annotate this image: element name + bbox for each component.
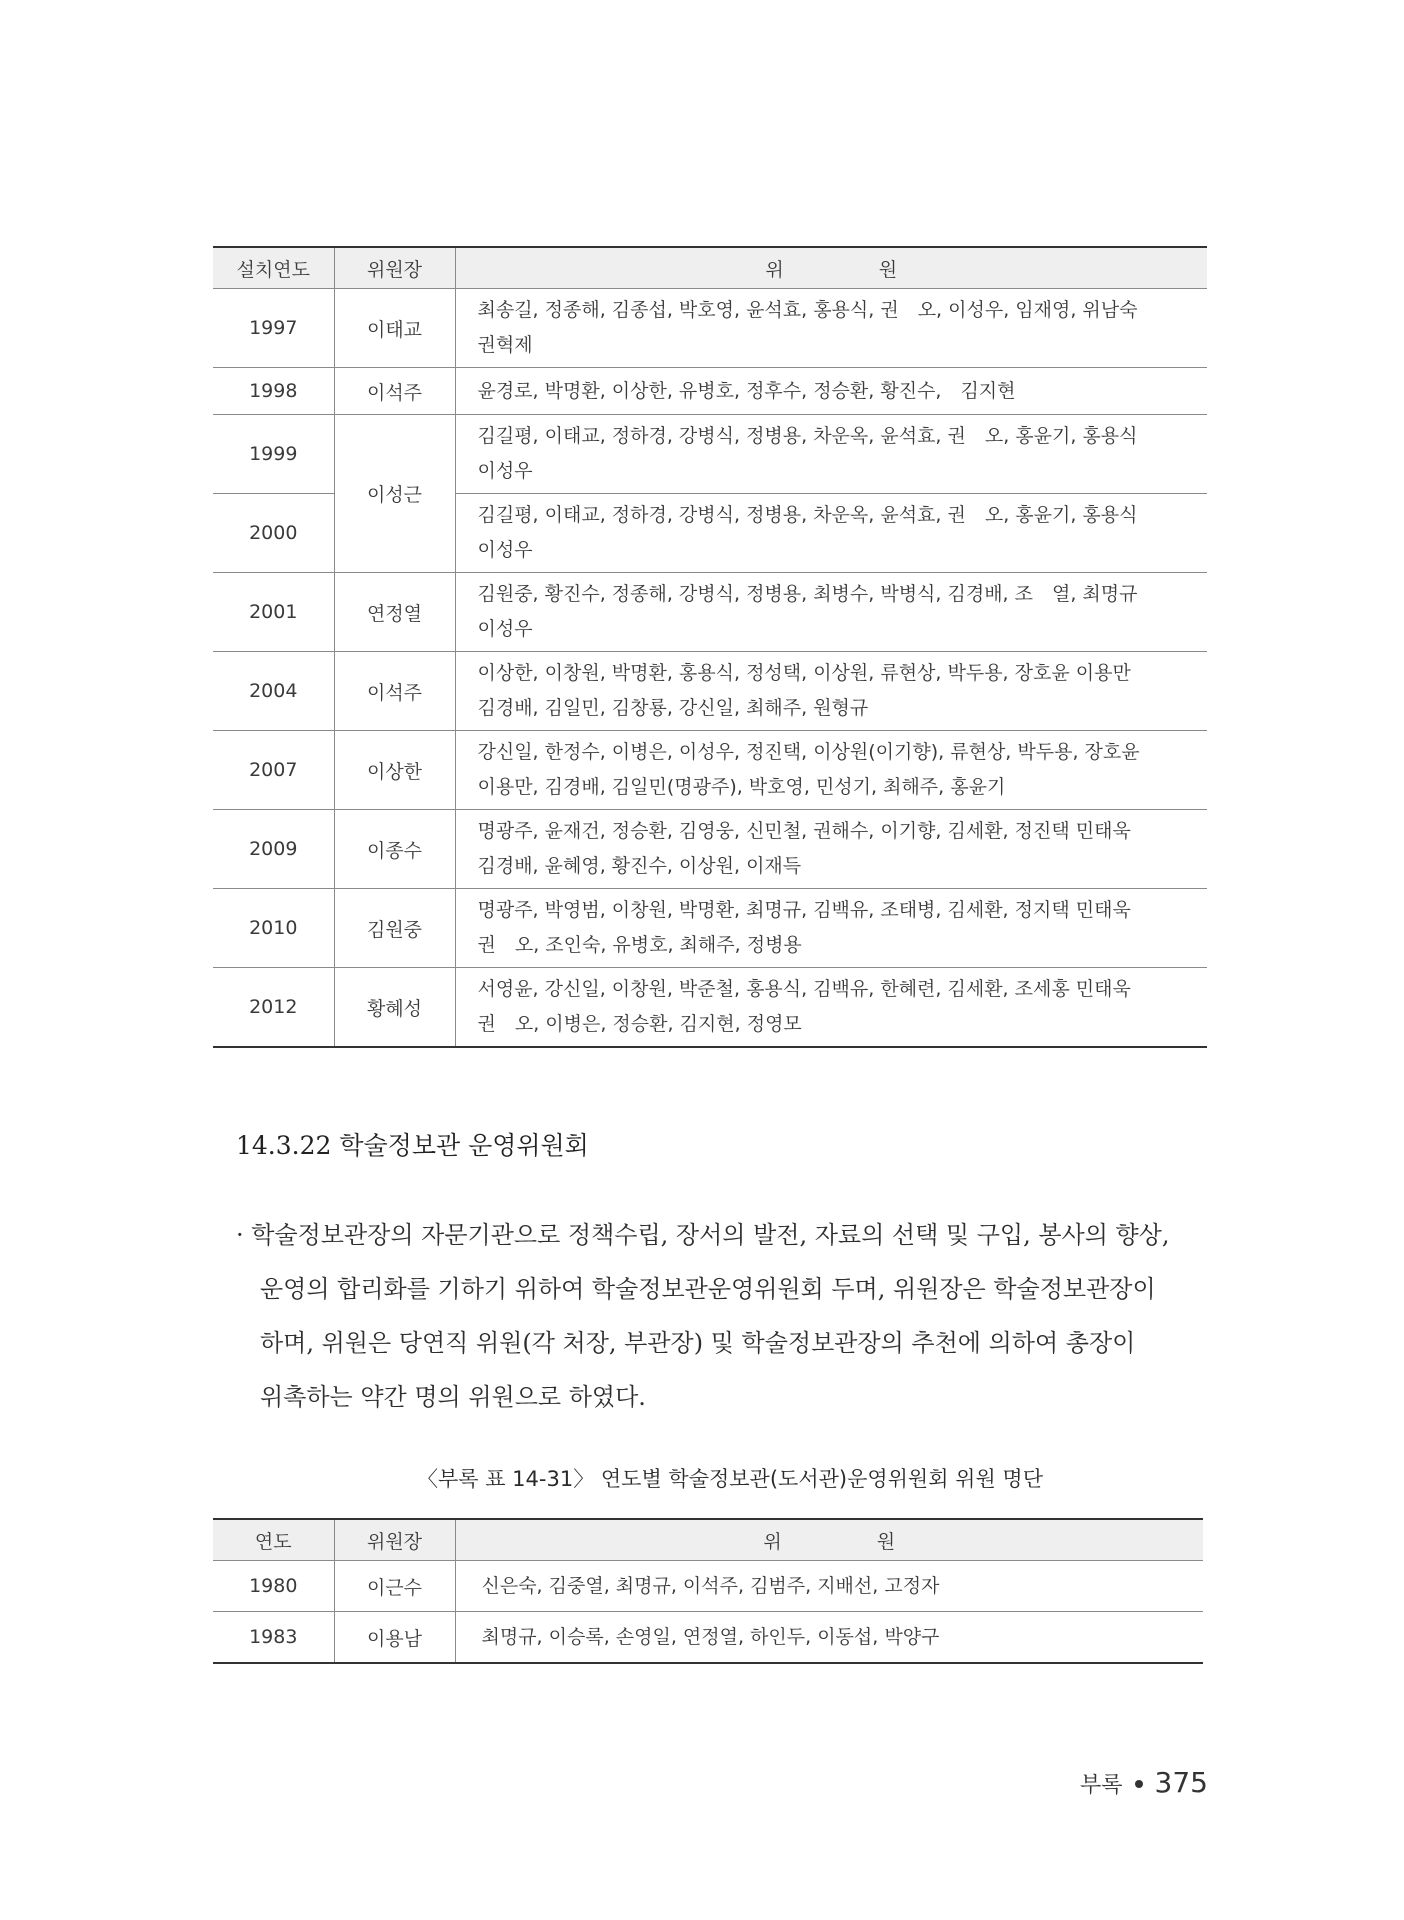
table-row <box>213 368 1207 415</box>
paragraph-line: 운영의 합리화를 기하기 위하여 학술정보관운영위원회 두며, 위원장은 학술정보관장이 <box>260 1275 1156 1303</box>
members-line: 최송길, 정종해, 김종섭, 박호영, 윤석효, 홍용식, 권 오, 이성우, 임재영, 위남숙 <box>477 299 1138 321</box>
chair-cell: 연정열 <box>334 573 455 652</box>
members-cell <box>455 289 1207 368</box>
year-cell: 1999 <box>213 415 334 494</box>
members-cell <box>455 810 1207 889</box>
header-year: 설치연도 <box>213 247 334 289</box>
members-cell <box>455 494 1207 573</box>
members-cell: 신은숙, 김중열, 최명규, 이석주, 김범주, 지배선, 고정자 <box>455 1561 1203 1612</box>
members-line: 김경배, 윤혜영, 황진수, 이상원, 이재득 <box>477 855 802 877</box>
members-line: 이성우 <box>477 539 533 561</box>
members-line: 윤경로, 박명환, 이상한, 유병호, 정후수, 정승환, 황진수, 김지현 <box>477 379 1016 402</box>
chair-cell: 황혜성 <box>334 968 455 1048</box>
members-line: 권 오, 조인숙, 유병호, 최해주, 정병용 <box>477 934 802 956</box>
paragraph-line: · 학술정보관장의 자문기관으로 정책수립, 장서의 발전, 자료의 선택 및 구입, 봉사의 향상, <box>236 1221 1170 1249</box>
chair-cell: 이근수 <box>334 1561 455 1612</box>
members-cell <box>455 652 1207 731</box>
header-members: 위 원 <box>455 1519 1203 1561</box>
members-line: 권혁제 <box>477 334 533 356</box>
bullet-dot-icon <box>1135 1780 1143 1788</box>
year-cell: 2001 <box>213 573 334 652</box>
members-line: 김길평, 이태교, 정하경, 강병식, 정병용, 차운옥, 윤석효, 권 오, 홍윤기, 홍용식 <box>477 425 1138 447</box>
members-line: 명광주, 윤재건, 정승환, 김영웅, 신민철, 권해수, 이기향, 김세환, 정진택 민태욱 <box>477 820 1131 842</box>
section-heading: 14.3.22 학술정보관 운영위원회 <box>236 1131 589 1160</box>
members-line: 이성우 <box>477 460 533 482</box>
year-cell: 2009 <box>213 810 334 889</box>
members-cell <box>455 415 1207 494</box>
table-row <box>213 415 1207 494</box>
table-row <box>213 652 1207 731</box>
table-row <box>213 289 1207 368</box>
chair-cell: 이종수 <box>334 810 455 889</box>
members-line: 명광주, 박영범, 이창원, 박명환, 최명규, 김백유, 조태병, 김세환, 정지택 민태욱 <box>477 899 1131 921</box>
members-cell <box>455 573 1207 652</box>
members-table-2 <box>213 1518 1203 1664</box>
table-row <box>213 889 1207 968</box>
members-line: 권 오, 이병은, 정승환, 김지현, 정영모 <box>477 1013 802 1035</box>
members-line: 김경배, 김일민, 김창룡, 강신일, 최해주, 원형규 <box>477 697 869 719</box>
header-members: 위 원 <box>455 247 1207 289</box>
paragraph-line: 위촉하는 약간 명의 위원으로 하였다. <box>260 1383 646 1411</box>
year-cell: 1980 <box>213 1561 334 1612</box>
members-line: 김길평, 이태교, 정하경, 강병식, 정병용, 차운옥, 윤석효, 권 오, 홍윤기, 홍용식 <box>477 504 1138 526</box>
header-chair: 위원장 <box>334 1519 455 1561</box>
year-cell: 1997 <box>213 289 334 368</box>
table-row <box>213 810 1207 889</box>
chair-cell: 이석주 <box>334 652 455 731</box>
members-line: 김원중, 황진수, 정종해, 강병식, 정병용, 최병수, 박병식, 김경배, 조 열, 최명규 <box>477 583 1138 605</box>
year-cell: 2012 <box>213 968 334 1048</box>
members-line: 서영윤, 강신일, 이창원, 박준철, 홍용식, 김백유, 한혜련, 김세환, 조세홍 민태욱 <box>477 978 1131 1000</box>
page-number: 375 <box>1154 1766 1208 1799</box>
members-cell <box>455 889 1207 968</box>
chair-cell: 이태교 <box>334 289 455 368</box>
members-cell <box>455 368 1207 415</box>
table-row <box>213 1561 1203 1612</box>
year-cell: 1983 <box>213 1612 334 1664</box>
table-row <box>213 731 1207 810</box>
table-header-row <box>213 1519 1203 1561</box>
members-line: 강신일, 한정수, 이병은, 이성우, 정진택, 이상원(이기향), 류현상, 박두용, 장호윤 <box>477 741 1140 763</box>
table-caption: 〈부록 표 14-31〉 연도별 학술정보관(도서관)운영위원회 위원 명단 <box>416 1467 1044 1491</box>
paragraph-line: 하며, 위원은 당연직 위원(각 처장, 부관장) 및 학술정보관장의 추천에 의하여 총장이 <box>260 1329 1136 1357</box>
year-cell: 2004 <box>213 652 334 731</box>
year-cell: 1998 <box>213 368 334 415</box>
table-header-row <box>213 247 1207 289</box>
year-cell: 2010 <box>213 889 334 968</box>
footer-label: 부록 <box>1080 1773 1123 1798</box>
members-cell <box>455 968 1207 1048</box>
section-paragraph <box>236 1208 1206 1424</box>
chair-cell: 김원중 <box>334 889 455 968</box>
members-line: 이용만, 김경배, 김일민(명광주), 박호영, 민성기, 최해주, 홍윤기 <box>477 776 1006 798</box>
chair-cell: 이용남 <box>334 1612 455 1664</box>
table-row <box>213 573 1207 652</box>
chair-cell: 이성근 <box>334 415 455 573</box>
header-year: 연도 <box>213 1519 334 1561</box>
chair-cell: 이상한 <box>334 731 455 810</box>
table-row <box>213 968 1207 1048</box>
members-line: 이상한, 이창원, 박명환, 홍용식, 정성택, 이상원, 류현상, 박두용, 장호윤 이용만 <box>477 662 1131 684</box>
header-chair: 위원장 <box>334 247 455 289</box>
members-table-1 <box>213 246 1207 1048</box>
members-line: 이성우 <box>477 618 533 640</box>
members-cell: 최명규, 이승록, 손영일, 연정열, 하인두, 이동섭, 박양구 <box>455 1612 1203 1664</box>
table-row <box>213 1612 1203 1664</box>
members-cell <box>455 731 1207 810</box>
year-cell: 2000 <box>213 494 334 573</box>
chair-cell: 이석주 <box>334 368 455 415</box>
page-footer <box>1080 1766 1208 1799</box>
year-cell: 2007 <box>213 731 334 810</box>
